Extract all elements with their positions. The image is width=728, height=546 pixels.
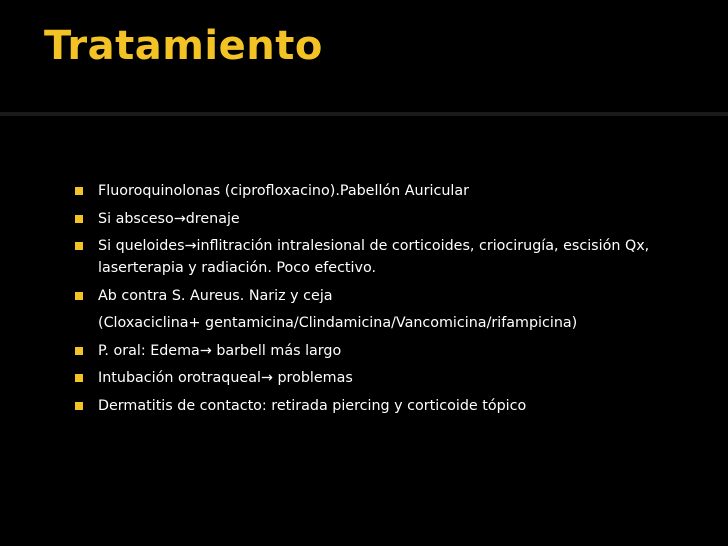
list-item <box>72 285 692 307</box>
title-band <box>0 0 728 112</box>
square-bullet-icon <box>75 347 83 355</box>
list-item <box>72 367 692 389</box>
square-bullet-icon <box>75 242 83 250</box>
list-item-text: (Cloxaciclina+ gentamicina/Clindamicina/Vancomicina/rifampicina) <box>98 315 578 331</box>
list-item-text: Si queloides→inflitración intralesional de corticoides, criocirugía, escisión Qx, laserterapia y radiación. Poco efectivo. <box>98 238 650 276</box>
square-bullet-icon <box>75 187 83 195</box>
square-bullet-icon <box>75 374 83 382</box>
slide-title: Tratamiento <box>44 23 323 69</box>
list-item-text: Si absceso→drenaje <box>98 210 240 227</box>
title-divider <box>0 112 728 116</box>
list-item-text: Ab contra S. Aureus. Nariz y ceja <box>98 287 333 304</box>
list-item-text: Intubación orotraqueal→ problemas <box>98 370 353 386</box>
list-item <box>72 340 692 362</box>
square-bullet-icon <box>75 402 83 410</box>
square-bullet-icon <box>75 292 83 300</box>
bullet-list <box>72 180 692 417</box>
list-item <box>72 208 692 230</box>
list-item <box>72 235 692 279</box>
list-item-text: P. oral: Edema→ barbell más largo <box>98 342 342 359</box>
list-item-text: Dermatitis de contacto: retirada piercing y corticoide tópico <box>98 397 527 414</box>
square-bullet-icon <box>75 215 83 223</box>
slide-body <box>72 180 692 422</box>
list-item <box>72 395 692 417</box>
list-item-text: Fluoroquinolonas (ciprofloxacino).Pabellón Auricular <box>98 183 469 199</box>
list-item-continuation <box>72 312 692 334</box>
list-item <box>72 180 692 202</box>
